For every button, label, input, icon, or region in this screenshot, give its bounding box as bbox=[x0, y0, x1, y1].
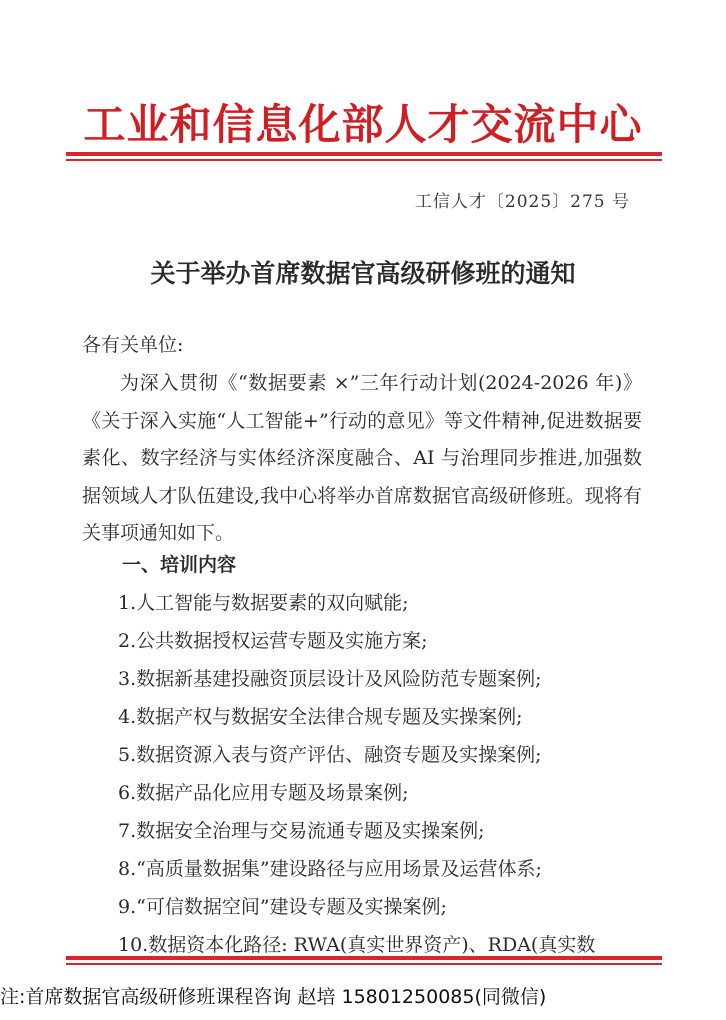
list-item: 10.数据资本化路径: RWA(真实世界资产)、RDA(真实数 bbox=[118, 934, 596, 956]
footer-red-rule-thin bbox=[66, 963, 662, 965]
list-item: 1.人工智能与数据要素的双向赋能; bbox=[118, 592, 409, 614]
notice-title: 关于举办首席数据官高级研修班的通知 bbox=[150, 259, 576, 288]
header-red-rule-thin bbox=[66, 159, 662, 161]
intro-paragraph: 为深入贯彻《“数据要素 ×”三年行动计划(2024-2026 年)》《关于深入实施“人工智能+”行动的意见》等文件精神,促进数据要素化、数字经济与实体经济深度融合、AI 与治理同步推进,加强数据领域人才队伍建设,我中心将举办首席数据官高级研修班。现将有关事项通知如下。 bbox=[82, 372, 642, 544]
list-item: 8.“高质量数据集”建设路径与应用场景及运营体系; bbox=[118, 858, 542, 880]
addressee: 各有关单位: bbox=[82, 334, 184, 356]
list-item: 3.数据新基建投融资顶层设计及风险防范专题案例; bbox=[118, 668, 542, 690]
document-number: 工信人才〔2025〕275 号 bbox=[414, 192, 630, 212]
section-heading: 一、培训内容 bbox=[122, 554, 237, 576]
training-content-list bbox=[118, 584, 595, 964]
list-item: 6.数据产品化应用专题及场景案例; bbox=[118, 782, 409, 804]
intro-block bbox=[82, 365, 642, 553]
list-item: 9.“可信数据空间”建设专题及实操案例; bbox=[118, 896, 447, 918]
footer-red-rule-thick bbox=[66, 956, 662, 960]
list-item: 7.数据安全治理与交易流通专题及实操案例; bbox=[118, 820, 485, 842]
contact-footer-note: 注:首席数据官高级研修班课程咨询 赵培 15801250085(同微信) bbox=[0, 986, 547, 1008]
header-red-rule-thick bbox=[66, 152, 662, 156]
organization-header: 工业和信息化部人才交流中心 bbox=[83, 100, 643, 149]
list-item: 5.数据资源入表与资产评估、融资专题及实操案例; bbox=[118, 744, 542, 766]
list-item: 2.公共数据授权运营专题及实施方案; bbox=[118, 630, 428, 652]
list-item: 4.数据产权与数据安全法律合规专题及实操案例; bbox=[118, 706, 523, 728]
